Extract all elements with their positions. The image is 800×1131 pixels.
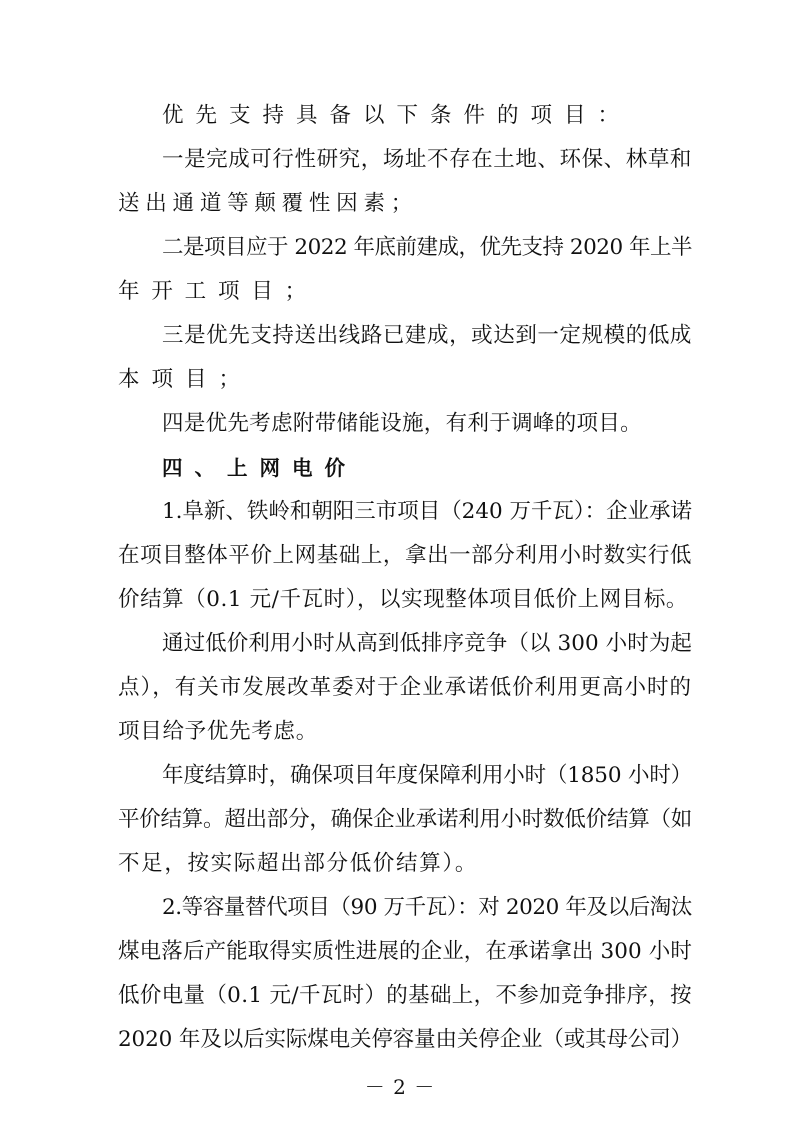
text-line [0, 800, 800, 840]
text-line-content: 在项目整体平价上网基础上，拿出一部分利用小时数实行低 [118, 543, 692, 568]
text-line [0, 624, 800, 664]
text-line [0, 580, 800, 620]
text-line [0, 712, 800, 752]
text-line-content: 年开工项目； [118, 279, 318, 304]
text-line-content: 点），有关市发展改革委对于企业承诺低价利用更高小时的 [118, 675, 692, 700]
text-line-content: 三是优先支持送出线路已建成，或达到一定规模的低成 [162, 323, 692, 348]
text-line-content: 一是完成可行性研究，场址不存在土地、环保、林草和 [162, 147, 692, 172]
section-heading [0, 448, 800, 488]
text-line [0, 404, 800, 444]
text-line-content: 2020 年及以后实际煤电关停容量由关停企业（或其母公司） [118, 1027, 692, 1052]
text-line [0, 844, 800, 884]
text-line-content: 送出通道等颠覆性因素； [118, 191, 418, 216]
text-line [0, 228, 800, 268]
text-line [0, 668, 800, 708]
text-line-content: 价结算（0.1 元/千瓦时），以实现整体项目低价上网目标。 [118, 587, 688, 612]
text-line [0, 140, 800, 180]
text-line-content: 二是项目应于 2022 年底前建成，优先支持 2020 年上半 [162, 235, 692, 260]
section-heading-text: 四、上网电价 [162, 456, 357, 480]
text-line [0, 360, 800, 400]
text-line [0, 96, 800, 136]
text-line-content: 平价结算。超出部分，确保企业承诺利用小时数低价结算（如 [118, 807, 692, 832]
text-line [0, 932, 800, 972]
text-line [0, 976, 800, 1016]
text-line-content: 1.阜新、铁岭和朝阳三市项目（240 万千瓦）：企业承诺 [162, 499, 692, 524]
text-line [0, 316, 800, 356]
text-line [0, 184, 800, 224]
text-line-content: 项目给予优先考虑。 [118, 719, 318, 744]
text-line-content: 不足，按实际超出部分低价结算）。 [118, 851, 478, 876]
text-line-content: 煤电落后产能取得实质性进展的企业，在承诺拿出 300 小时 [118, 939, 692, 964]
text-line [0, 536, 800, 576]
page-number: － 2 － [364, 1075, 436, 1099]
text-line [0, 756, 800, 796]
text-line-content: 四是优先考虑附带储能设施，有利于调峰的项目。 [162, 411, 642, 436]
text-line-content: 低价电量（0.1 元/千瓦时）的基础上，不参加竞争排序，按 [118, 983, 692, 1008]
text-line-content: 2.等容量替代项目（90 万千瓦）：对 2020 年及以后淘汰 [162, 895, 692, 920]
text-line-content: 优先支持具备以下条件的项目： [162, 103, 632, 128]
text-line [0, 272, 800, 312]
text-line [0, 888, 800, 928]
text-line [0, 1020, 800, 1060]
text-line-content: 本项目； [118, 367, 253, 392]
text-line-content: 通过低价利用小时从高到低排序竞争（以 300 小时为起 [162, 631, 692, 656]
text-line [0, 492, 800, 532]
text-line-content: 年度结算时，确保项目年度保障利用小时（1850 小时） [162, 763, 692, 788]
